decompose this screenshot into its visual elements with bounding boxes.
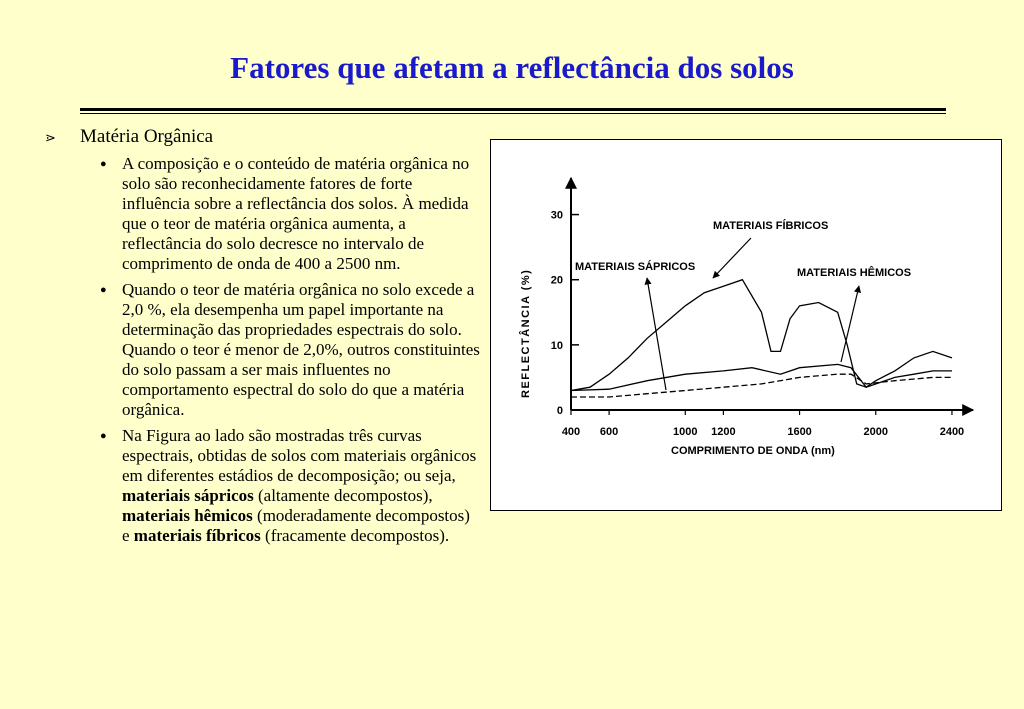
bullet-item-1 <box>100 154 480 274</box>
bullet-text-3-post: (fracamente decompostos). <box>260 526 450 545</box>
bullet-text-3-pre: Na Figura ao lado são mostradas três curvas espectrais, obtidas de solos com materiais orgânicos em diferentes estádios de decomposição; ou seja, <box>122 426 477 485</box>
bullet-item-2 <box>100 280 480 420</box>
spectral-chart <box>491 140 1001 510</box>
x-tick-label: 1200 <box>711 426 736 438</box>
y-tick-label: 20 <box>550 274 563 287</box>
bullet-term-sapricos: materiais sápricos <box>122 486 254 505</box>
x-tick-label: 2400 <box>939 426 965 438</box>
spectral-figure <box>490 139 1002 511</box>
series-lines <box>571 280 952 397</box>
y-axis-label: REFLECTÂNCIA (%) <box>520 268 532 398</box>
title-divider-thin <box>80 113 946 114</box>
x-tick-label: 600 <box>599 426 619 438</box>
bullet-text-1: A composição e o conteúdo de matéria orgânica no solo são reconhecidamente fatores de forte influência sobre a reflectância dos solos. À medida que o teor de matéria orgânica aumenta, a reflectância do solo decresce no intervalo de comprimento de onda de 400 a 2500 nm. <box>122 154 470 273</box>
section-heading-label: Matéria Orgânica <box>80 126 214 147</box>
title-divider-thick <box>80 108 946 111</box>
annotation-sapricos: MATERIAIS SÁPRICOS <box>575 261 696 273</box>
bullet-text-3-mid1: (altamente decompostos), <box>253 486 433 505</box>
x-tick-label: 1000 <box>673 426 698 438</box>
arrow-fibricos <box>713 238 751 278</box>
y-tick-label: 30 <box>550 209 563 222</box>
bullet-term-fibricos: materiais fíbricos <box>133 526 261 545</box>
annotation-fibricos: MATERIAIS FÍBRICOS <box>713 220 829 232</box>
y-tick-label: 10 <box>550 339 563 352</box>
bullet-item-3 <box>100 426 480 546</box>
x-ticks <box>562 410 964 438</box>
chevron-bullet-icon: ⋗ <box>45 130 56 145</box>
bullet-list <box>45 154 480 546</box>
x-axis-label: COMPRIMENTO DE ONDA (nm) <box>671 445 835 457</box>
bullet-text-3-mid2: (moderadamente decompostos) e <box>122 506 470 545</box>
arrow-sapricos <box>647 278 666 390</box>
annotation-hemicos: MATERIAIS HÊMICOS <box>797 267 912 279</box>
slide-title: Fatores que afetam a reflectância dos solos <box>230 50 794 85</box>
bullet-dot-icon: ● <box>100 430 107 442</box>
x-tick-label: 1600 <box>787 426 812 438</box>
arrow-hemicos <box>841 286 859 362</box>
text-column <box>45 126 480 552</box>
bullet-dot-icon: ● <box>100 284 107 296</box>
y-ticks <box>551 210 579 417</box>
section-heading <box>45 126 480 148</box>
bullet-text-2: Quando o teor de matéria orgânica no solo excede a 2,0 %, ela desempenha um papel importante na determinação das propriedades espectrais do solo. Quando o teor é menor de 2,0%, outros constituintes do solo passam a ser mais influentes no comportamento espectral do solo do que a matéria orgânica. <box>122 280 480 419</box>
series-line-2 <box>571 364 952 390</box>
bullet-term-hemicos: materiais hêmicos <box>122 506 253 525</box>
x-tick-label: 400 <box>561 426 581 438</box>
x-tick-label: 2000 <box>863 426 889 438</box>
series-line-1 <box>571 280 952 391</box>
bullet-dot-icon: ● <box>100 158 107 170</box>
y-tick-label: 0 <box>556 405 563 417</box>
